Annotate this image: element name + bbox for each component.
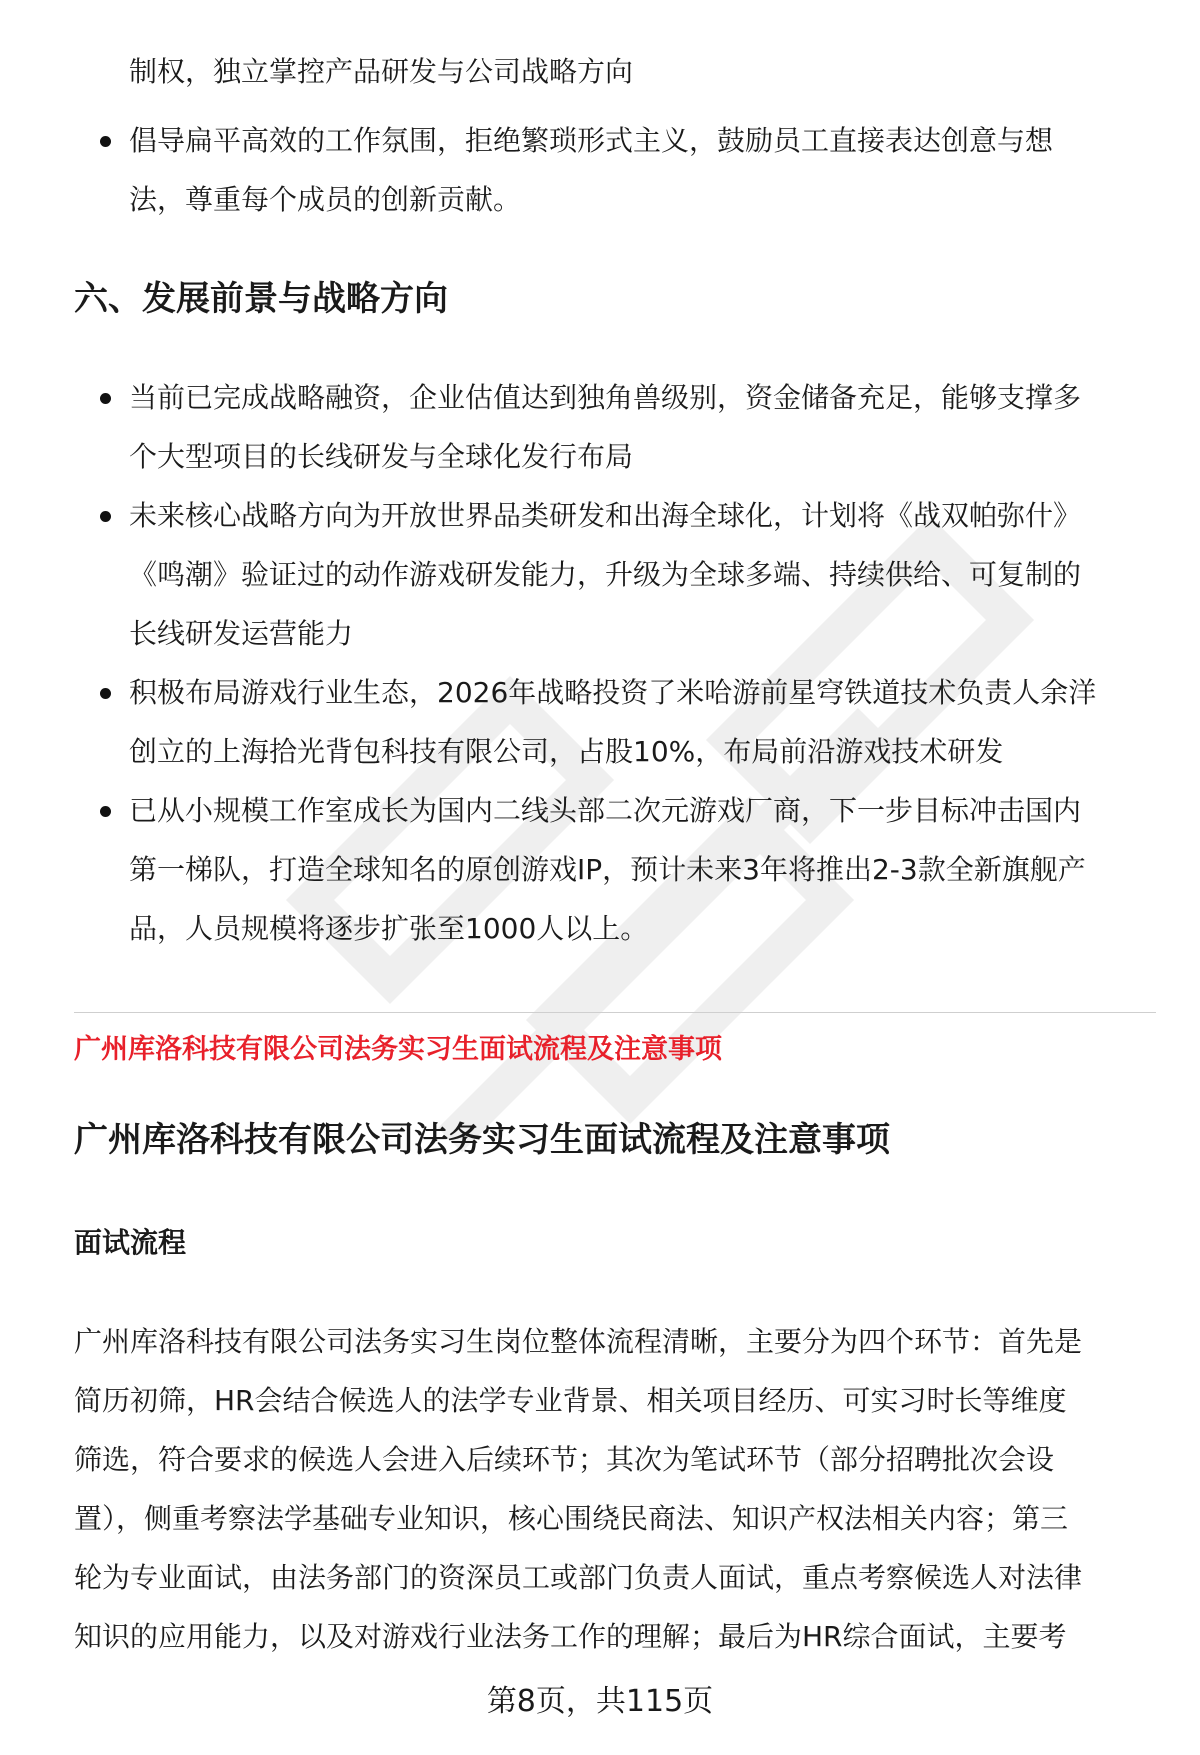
bullet-dot-icon <box>100 511 111 522</box>
paragraph-line: 广州库洛科技有限公司法务实习生岗位整体流程清晰，主要分为四个环节：首先是 <box>74 1325 1083 1358</box>
list-item-line: 长线研发运营能力 <box>129 617 354 650</box>
paragraph-line: 知识的应用能力，以及对游戏行业法务工作的理解；最后为HR综合面试，主要考 <box>74 1620 1067 1653</box>
list-item-line: 品，人员规模将逐步扩张至1000人以上。 <box>129 912 649 945</box>
paragraph-line: 置），侧重考察法学基础专业知识，核心围绕民商法、知识产权法相关内容；第三 <box>74 1502 1069 1535</box>
list-item-line: 《鸣潮》验证过的动作游戏研发能力，升级为全球多端、持续供给、可复制的 <box>129 558 1082 591</box>
list-item-line: 当前已完成战略融资，企业估值达到独角兽级别，资金储备充足，能够支撑多 <box>129 381 1082 414</box>
red-link-title: 广州库洛科技有限公司法务实习生面试流程及注意事项 <box>74 1034 722 1065</box>
paragraph-line: 筛选，符合要求的候选人会进入后续环节；其次为笔试环节（部分招聘批次会设 <box>74 1443 1055 1476</box>
bullet-dot-icon <box>100 806 111 817</box>
list-item-line: 第一梯队，打造全球知名的原创游戏IP，预计未来3年将推出2-3款全新旗舰产 <box>129 853 1086 886</box>
page-footer: 第8页，共115页 <box>486 1684 714 1719</box>
list-item <box>74 781 1154 958</box>
document-title: 广州库洛科技有限公司法务实习生面试流程及注意事项 <box>74 1120 890 1160</box>
list-item-line: 积极布局游戏行业生态，2026年战略投资了米哈游前星穹铁道技术负责人余洋 <box>129 676 1097 709</box>
section-heading: 六、发展前景与战略方向 <box>74 279 448 319</box>
list-item <box>74 486 1154 663</box>
paragraph-line: 轮为专业面试，由法务部门的资深员工或部门负责人面试，重点考察候选人对法律 <box>74 1561 1083 1594</box>
bullet-dot-icon <box>100 136 111 147</box>
section-divider <box>74 1012 1156 1013</box>
list-item <box>74 368 1154 486</box>
paragraph-line: 简历初筛，HR会结合候选人的法学专业背景、相关项目经历、可实习时长等维度 <box>74 1384 1067 1417</box>
list-item-line: 法，尊重每个成员的创新贡献。 <box>129 183 522 216</box>
list-item <box>74 663 1154 781</box>
list-item-line: 未来核心战略方向为开放世界品类研发和出海全球化，计划将《战双帕弥什》 <box>129 499 1082 532</box>
continuation-line: 制权，独立掌控产品研发与公司战略方向 <box>129 55 634 88</box>
body-paragraph <box>74 1312 1160 1666</box>
subsection-heading: 面试流程 <box>74 1226 187 1259</box>
intro-bullet-list <box>74 111 1154 229</box>
list-item-line: 创立的上海拾光背包科技有限公司，占股10%，布局前沿游戏技术研发 <box>129 735 1004 768</box>
list-item-line: 已从小规模工作室成长为国内二线头部二次元游戏厂商，下一步目标冲击国内 <box>129 794 1082 827</box>
list-item-line: 个大型项目的长线研发与全球化发行布局 <box>129 440 634 473</box>
list-item-line: 倡导扁平高效的工作氛围，拒绝繁琐形式主义，鼓励员工直接表达创意与想 <box>129 124 1054 157</box>
bullet-dot-icon <box>100 393 111 404</box>
section6-bullet-list <box>74 368 1154 958</box>
list-item <box>74 111 1154 229</box>
bullet-dot-icon <box>100 688 111 699</box>
